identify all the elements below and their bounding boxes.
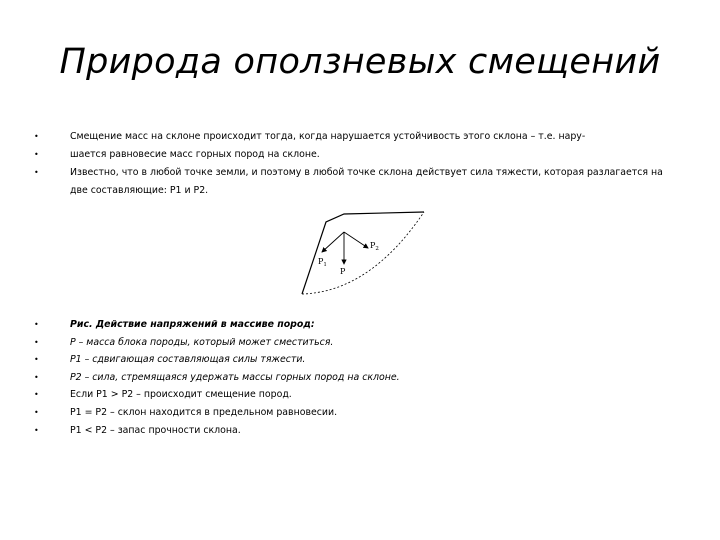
list-item	[34, 422, 674, 440]
list-item	[34, 128, 674, 146]
slide-title: Природа оползневых смещений	[59, 42, 661, 82]
list-item	[34, 316, 674, 334]
caption-text: Р – масса блока породы, который может сместиться.	[70, 336, 334, 348]
bullet-icon: •	[34, 390, 39, 400]
caption-text: Р1 < Р2 – запас прочности склона.	[70, 424, 241, 436]
bullet-icon: •	[34, 425, 39, 435]
caption-text: Р1 – сдвигающая составляющая силы тяжести.	[70, 354, 306, 366]
intro-text: Известно, что в любой точке земли, и поэтому в любой точке склона действует сила тяжести, которая разлагается на две составляющие: Р1 и Р2.	[70, 167, 663, 196]
bullet-icon: •	[34, 132, 39, 141]
list-item	[34, 351, 674, 369]
bullet-icon: •	[34, 337, 39, 347]
bullet-icon: •	[34, 372, 39, 382]
label-p2: $P_2$	[370, 241, 379, 252]
intro-text: Смещение масс на склоне происходит тогда, когда нарушается устойчивость этого склона – т.е. нару-	[70, 131, 586, 142]
list-item	[34, 404, 674, 422]
label-p1: $P_1$	[318, 257, 327, 268]
list-item	[34, 386, 674, 404]
list-item	[34, 369, 674, 387]
caption-heading: Рис. Действие напряжений в массиве пород:	[70, 319, 315, 330]
caption-text: Р1 = Р2 – склон находится в предельном равновесии.	[70, 406, 338, 418]
intro-list	[34, 128, 674, 200]
slope-force-diagram	[300, 208, 430, 300]
force-p1-arrow	[322, 232, 344, 252]
label-p: P	[340, 267, 346, 276]
bullet-icon: •	[34, 150, 39, 159]
force-p2-arrow	[344, 232, 368, 248]
bullet-icon: •	[34, 168, 39, 177]
caption-text: Если Р1 > Р2 – происходит смещение пород.	[70, 389, 292, 401]
bullet-icon: •	[34, 407, 39, 417]
bullet-icon: •	[34, 320, 39, 329]
list-item	[34, 334, 674, 352]
caption-text: Р2 – сила, стремящаяся удержать массы горных пород на склоне.	[70, 371, 400, 383]
slope-outline	[302, 212, 424, 294]
bullet-icon: •	[34, 355, 39, 365]
list-item	[34, 164, 674, 200]
list-item	[34, 146, 674, 164]
caption-list	[34, 316, 674, 439]
slip-surface	[302, 212, 424, 294]
intro-text: шается равновесие масс горных пород на склоне.	[70, 149, 320, 160]
